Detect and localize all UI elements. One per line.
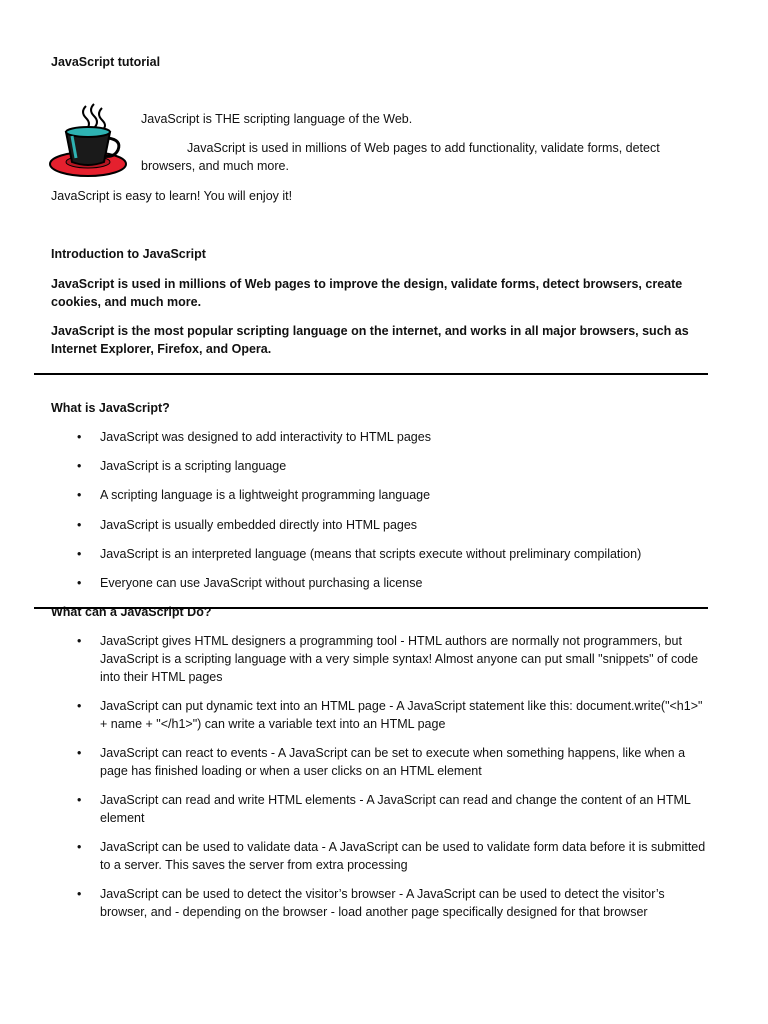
list-item	[0, 545, 710, 574]
list-item-text: JavaScript is a scripting language	[100, 459, 287, 474]
bullet-icon: •	[77, 430, 82, 444]
what-is-list	[0, 428, 710, 603]
what-is-heading: What is JavaScript?	[51, 401, 170, 415]
bullet-icon: •	[77, 575, 82, 590]
list-item	[0, 791, 710, 827]
list-item-text: JavaScript gives HTML designers a programming tool - HTML authors are normally not programmers, but JavaScript is a scripting language with a very simple syntax! Almost anyone can put small "snippets" of code into their HTML pages	[100, 634, 699, 684]
what-can-heading: What can a JavaScript Do?	[51, 605, 212, 619]
what-can-list	[0, 632, 710, 932]
list-item-text: A scripting language is a lightweight programming language	[100, 488, 431, 503]
bullet-icon: •	[77, 887, 82, 901]
list-item	[0, 697, 710, 733]
bullet-icon: •	[77, 793, 82, 807]
bullet-icon: •	[77, 517, 82, 532]
horizontal-divider	[34, 373, 708, 375]
list-item	[0, 457, 710, 486]
coffee-cup-icon	[46, 102, 130, 180]
bullet-icon: •	[77, 634, 82, 648]
intro-line-1: JavaScript is THE scripting language of the Web.	[141, 112, 413, 126]
list-item	[0, 428, 710, 457]
list-item	[0, 885, 710, 921]
list-item	[0, 516, 710, 545]
bullet-icon: •	[77, 746, 82, 760]
list-item-text: JavaScript can be used to detect the visitor’s browser - A JavaScript can be used to detect the visitor’s browser, and - depending on the browser - load another page specifically designed for that browser	[100, 887, 665, 919]
list-item-text: JavaScript can read and write HTML elements - A JavaScript can read and change the content of an HTML element	[100, 793, 691, 825]
list-item	[0, 632, 710, 686]
intro-line-3: JavaScript is easy to learn! You will enjoy it!	[51, 189, 293, 203]
list-item-text: JavaScript can be used to validate data - A JavaScript can be used to validate form data before it is submitted to a server. This saves the server from extra processing	[100, 840, 706, 872]
list-item-text: JavaScript can react to events - A JavaScript can be set to execute when something happens, like when a page has finished loading or when a user clicks on an HTML element	[100, 746, 686, 778]
intro-line-2: JavaScript is used in millions of Web pages to add functionality, validate forms, detect browsers, and much more.	[141, 141, 660, 173]
list-item-text: JavaScript was designed to add interactivity to HTML pages	[100, 430, 431, 444]
bullet-icon: •	[77, 459, 82, 474]
bullet-icon: •	[77, 488, 82, 503]
list-item-text: Everyone can use JavaScript without purchasing a license	[100, 575, 423, 590]
introduction-heading: Introduction to JavaScript	[51, 247, 206, 261]
page-title: JavaScript tutorial	[51, 55, 161, 69]
list-item	[0, 744, 710, 780]
list-item-text: JavaScript is an interpreted language (means that scripts execute without preliminary compilation)	[100, 546, 642, 561]
bullet-icon: •	[77, 840, 82, 854]
bullet-icon: •	[77, 546, 82, 561]
list-item	[0, 838, 710, 874]
horizontal-divider	[34, 607, 708, 609]
bullet-icon: •	[77, 699, 82, 713]
list-item	[0, 486, 710, 515]
list-item-text: JavaScript is usually embedded directly into HTML pages	[100, 517, 418, 532]
introduction-paragraph-2: JavaScript is the most popular scripting language on the internet, and works in all major browsers, such as Internet Explorer, Firefox, and Opera.	[51, 324, 689, 356]
list-item	[0, 574, 710, 603]
list-item-text: JavaScript can put dynamic text into an HTML page - A JavaScript statement like this: document.write("<h1>" + name + "</h1>") can write a variable text into an HTML page	[100, 699, 703, 731]
introduction-paragraph-1: JavaScript is used in millions of Web pages to improve the design, validate forms, detect browsers, create cookies, and much more.	[51, 277, 683, 309]
